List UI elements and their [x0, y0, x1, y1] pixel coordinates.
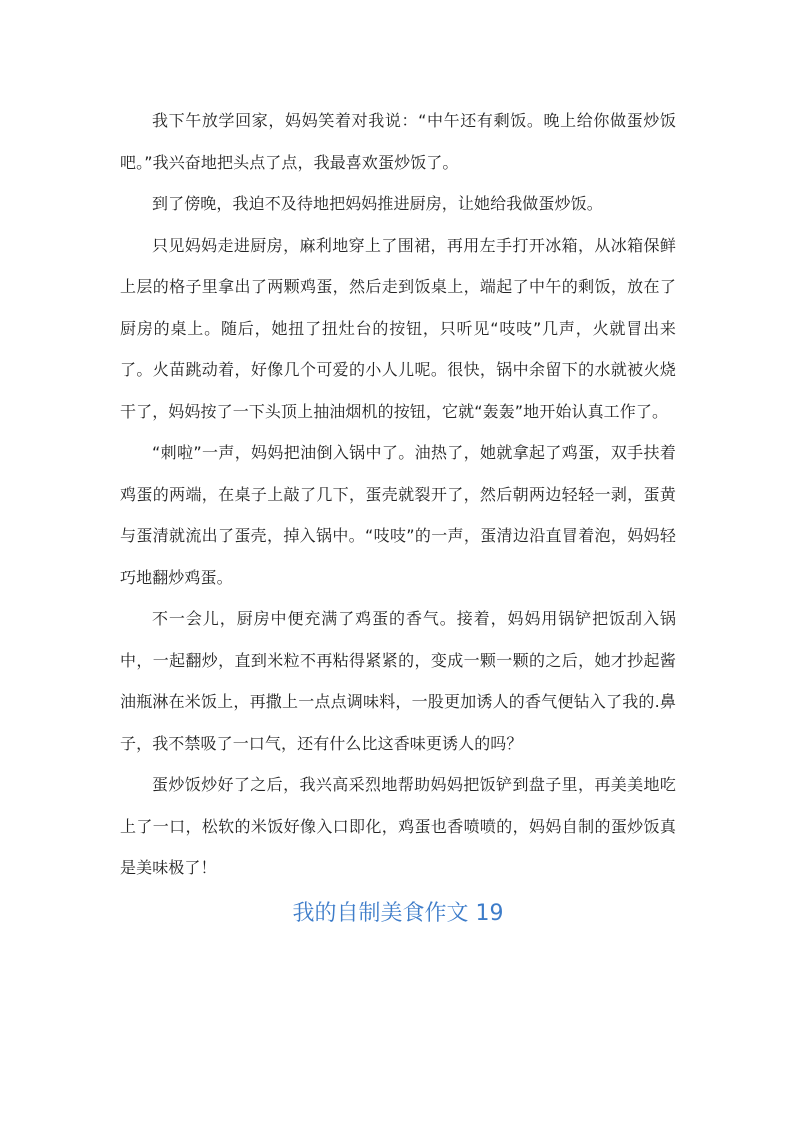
paragraph-5: 不一会儿，厨房中便充满了鸡蛋的香气。接着，妈妈用锅铲把饭刮入锅中，一起翻炒，直到米粒不再粘得紧紧的，变成一颗一颗的之后，她才抄起酱油瓶淋在米饭上，再撒上一点点调味料，一股更加诱人的香气便钻入了我的.鼻子，我不禁吸了一口气，还有什么比这香味更诱人的吗？ — [120, 609, 676, 753]
paragraph-4: “刺啦”一声，妈妈把油倒入锅中了。油热了，她就拿起了鸡蛋，双手扶着鸡蛋的两端，在桌子上敲了几下，蛋壳就裂开了，然后朝两边轻轻一剥，蛋黄与蛋清就流出了蛋壳，掉入锅中。“吱吱”的一声，蛋清边沿直冒着泡，妈妈轻巧地翻炒鸡蛋。 — [120, 443, 676, 587]
paragraph-3: 只见妈妈走进厨房，麻利地穿上了围裙，再用左手打开冰箱，从冰箱保鲜上层的格子里拿出了两颗鸡蛋，然后走到饭桌上，端起了中午的剩饭，放在了厨房的桌上。随后，她扭了扭灶台的按钮，只听见“吱吱”几声，火就冒出来了。火苗跳动着，好像几个可爱的小人儿呢。很快，锅中余留下的水就被火烧干了，妈妈按了一下头顶上抽油烟机的按钮，它就“轰轰”地开始认真工作了。 — [120, 235, 676, 421]
document-page — [120, 100, 676, 934]
paragraph-6: 蛋炒饭炒好了之后，我兴高采烈地帮助妈妈把饭铲到盘子里，再美美地吃上了一口，松软的米饭好像入口即化，鸡蛋也香喷喷的，妈妈自制的蛋炒饭真是美味极了！ — [120, 775, 676, 877]
paragraph-1: 我下午放学回家，妈妈笑着对我说：“中午还有剩饭。晚上给你做蛋炒饭吧。”我兴奋地把头点了点，我最喜欢蛋炒饭了。 — [120, 111, 676, 172]
section-heading: 我的自制美食作文 19 — [292, 900, 504, 926]
paragraph-2: 到了傍晚，我迫不及待地把妈妈推进厨房，让她给我做蛋炒饭。 — [152, 194, 603, 213]
